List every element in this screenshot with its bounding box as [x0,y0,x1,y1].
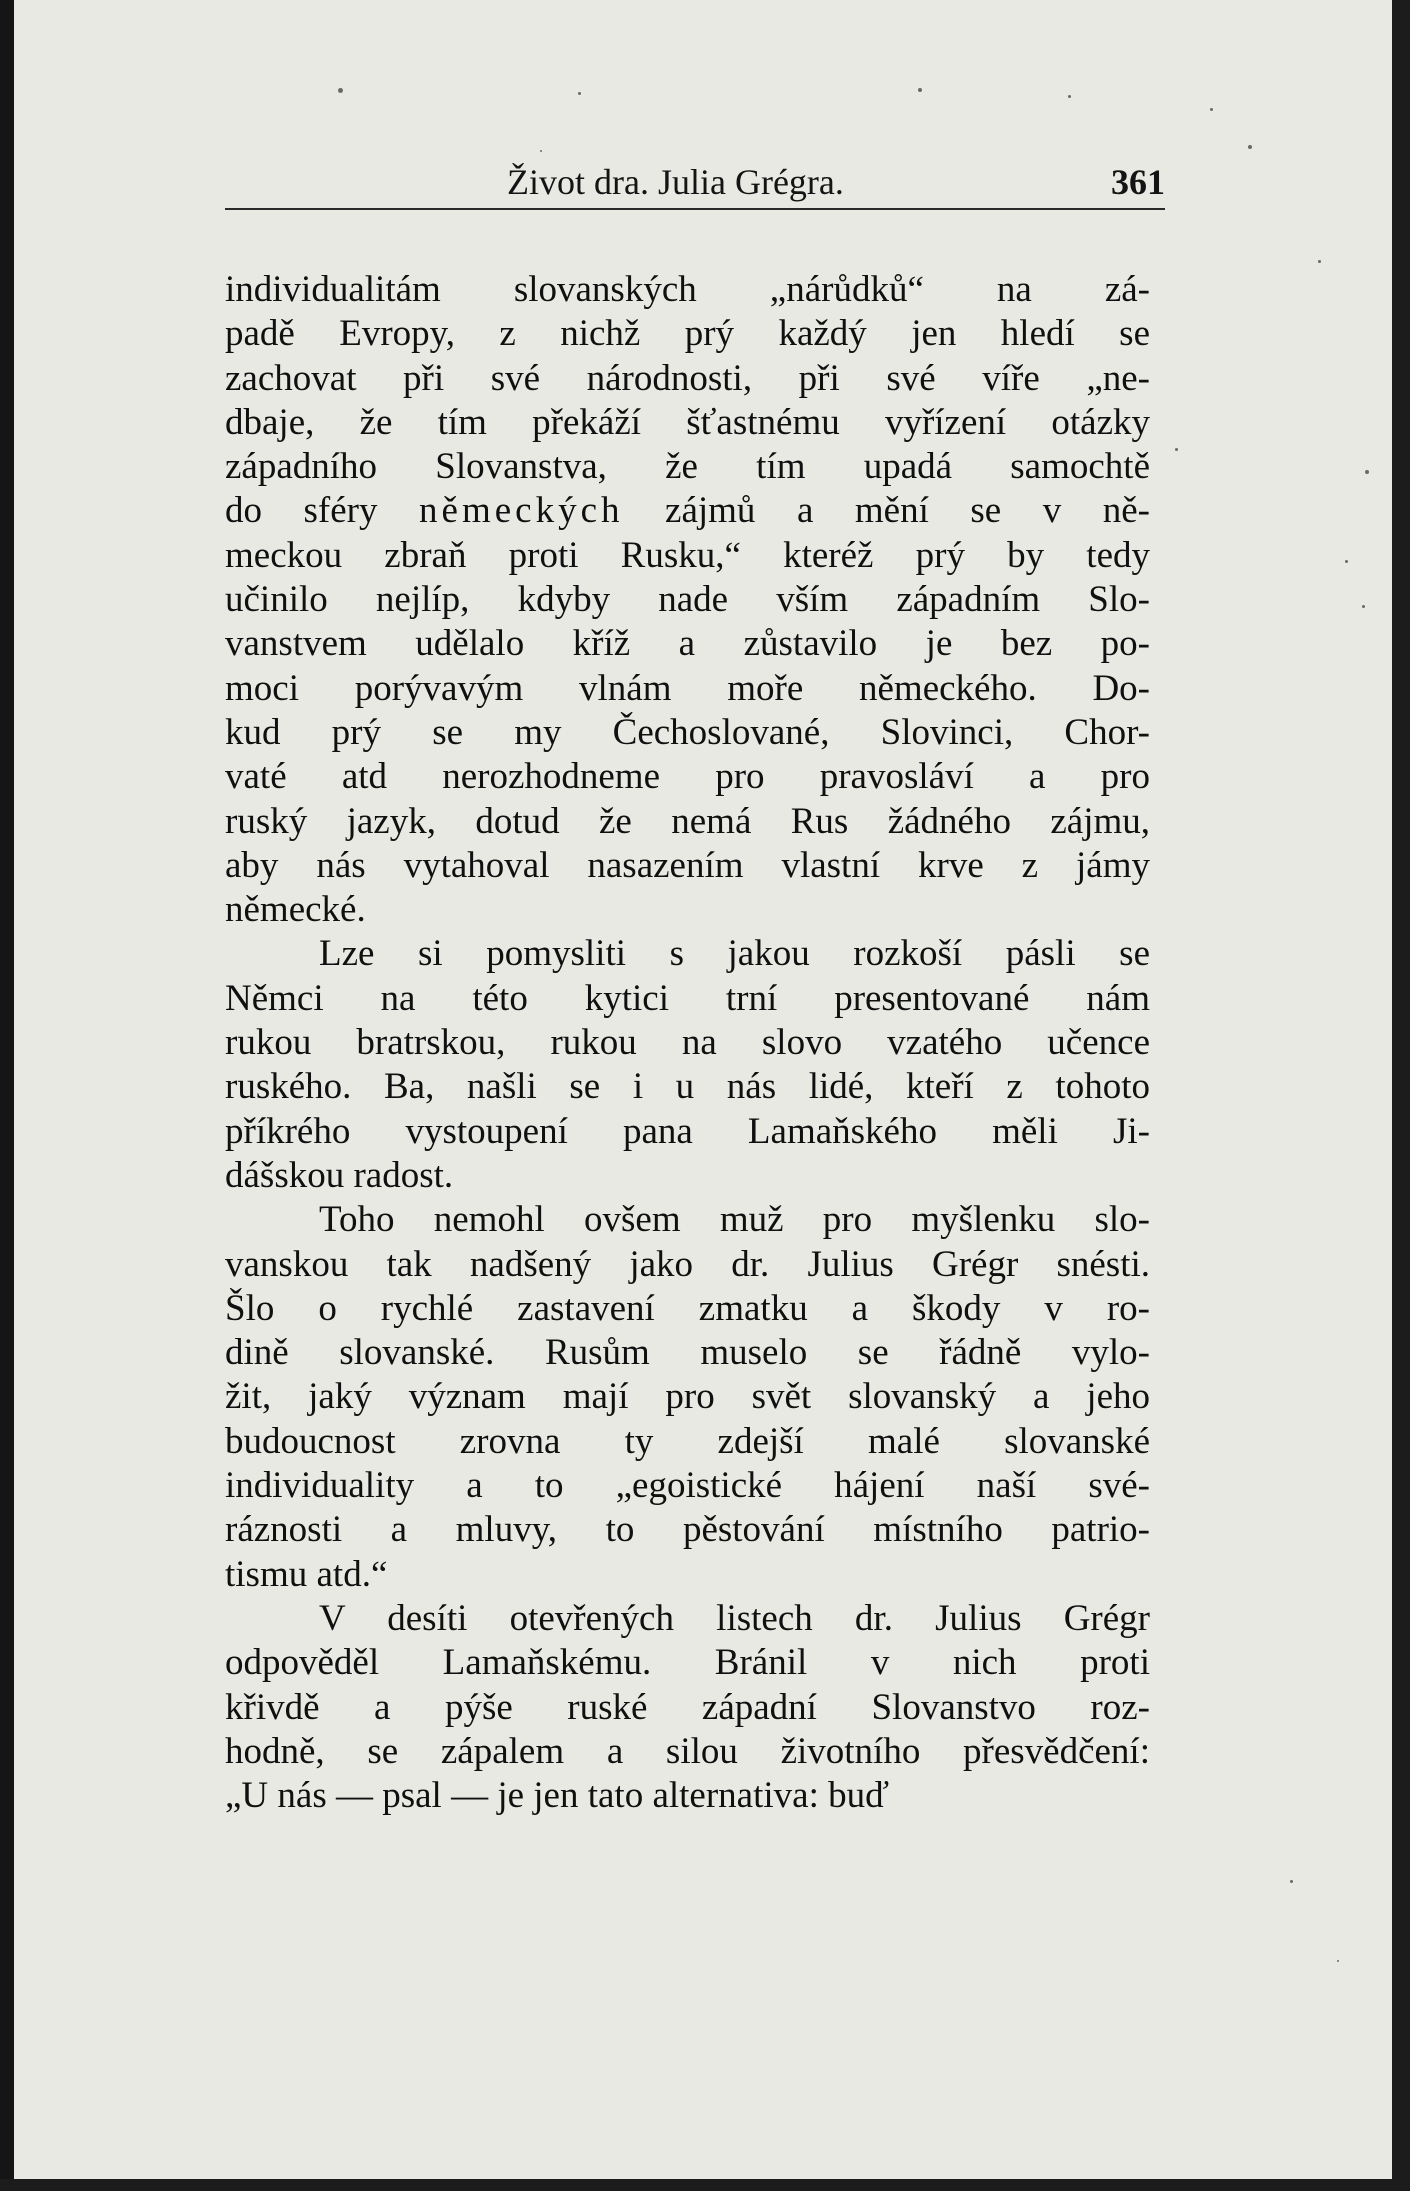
running-title: Život dra. Julia Grégra. [507,162,844,202]
scan-speck [1362,605,1365,608]
text-line: kud prý se my Čechoslované, Slovinci, Chor- [225,711,1150,753]
scan-speck [1290,1880,1293,1883]
text-line: aby nás vytahoval nasazením vlastní krve z jámy [225,844,1150,886]
scan-speck [1175,448,1178,451]
scan-speck [1210,108,1213,111]
text-line: dině slovanské. Rusům muselo se řádně vylo- [225,1332,1150,1374]
text-line: hodně, se zápalem a silou životního přesvědčení: [225,1730,1150,1772]
scan-speck [1365,470,1369,474]
scan-speck [540,150,542,152]
scan-speck [1345,560,1348,563]
text-line: vanskou tak nadšený jako dr. Julius Grégr snésti. [225,1243,1150,1285]
text-line: zachovat při své národnosti, při své víře „ne- [225,357,1150,399]
text-segment: zájmů a mění se v ně- [623,490,1151,532]
page-number: 361 [1111,162,1165,202]
text-line: dbaje, že tím překáží šťastnému vyřízení otázky [225,401,1150,443]
scan-edge-left [0,0,14,2191]
text-line: V desíti otevřených listech dr. Julius Grégr [319,1597,1150,1639]
scan-speck [578,92,581,95]
text-line: žit, jaký význam mají pro svět slovanský a jeho [225,1376,1150,1418]
text-line: meckou zbraň proti Rusku,“ kteréž prý by tedy [225,534,1150,576]
text-line: rukou bratrskou, rukou na slovo vzatého učence [225,1022,1150,1064]
text-line [225,489,1150,533]
text-line: německé. [225,889,366,931]
text-line: individuality a to „egoistické hájení naší své- [225,1465,1150,1507]
text-line: odpověděl Lamaňskému. Bránil v nich proti [225,1642,1150,1684]
scan-edge-bottom [0,2179,1410,2191]
text-line: vanstvem udělalo kříž a zůstavilo je bez po- [225,623,1150,665]
text-line: ruského. Ba, našli se i u nás lidé, kteří z tohoto [225,1066,1150,1108]
text-line: ruský jazyk, dotud že nemá Rus žádného zájmu, [225,800,1150,842]
paragraph [225,1597,1150,1818]
text-line: učinilo nejlíp, kdyby nade vším západním Slo- [225,579,1150,621]
paragraph [225,268,1150,932]
text-line: „U nás — psal — je jen tato alternativa: buď [225,1775,890,1817]
scan-speck [338,88,343,93]
scan-speck [1318,260,1321,263]
scan-speck [918,88,922,92]
text-line: dášskou radost. [225,1154,454,1196]
page-header [225,160,1165,208]
spaced-emphasis: německých [419,490,624,532]
text-line: individualitám slovanských „nárůdků“ na zá- [225,269,1150,310]
header-rule [225,208,1165,210]
text-line: vaté atd nerozhodneme pro pravosláví a pro [225,756,1150,798]
text-line: moci porývavým vlnám moře německého. Do- [225,667,1150,709]
text-line: Němci na této kytici trní presentované nám [225,977,1150,1019]
text-line: křivdě a pýše ruské západní Slovanstvo roz- [225,1686,1150,1728]
text-segment: do sféry [225,490,420,532]
scan-edge-right [1392,0,1410,2191]
text-line: tismu atd.“ [225,1553,388,1595]
scan-speck [1068,95,1071,98]
scan-speck [1337,1960,1339,1962]
text-line: Toho nemohl ovšem muž pro myšlenku slo- [319,1199,1150,1241]
text-line: západního Slovanstva, že tím upadá samochtě [225,446,1150,488]
scan-speck [1248,145,1252,149]
text-line: Lze si pomysliti s jakou rozkoší pásli se [319,933,1150,975]
body-text [225,268,1150,1818]
paragraph [225,1198,1150,1597]
text-line: Šlo o rychlé zastavení zmatku a škody v ro- [225,1287,1150,1329]
text-line: ráznosti a mluvy, to pěstování místního patrio- [225,1509,1150,1551]
text-line: budoucnost zrovna ty zdejší malé slovanské [225,1420,1150,1462]
paragraph [225,932,1150,1198]
text-line: padě Evropy, z nichž prý každý jen hledí se [225,313,1150,355]
text-line: příkrého vystoupení pana Lamaňského měli Ji- [225,1110,1150,1152]
